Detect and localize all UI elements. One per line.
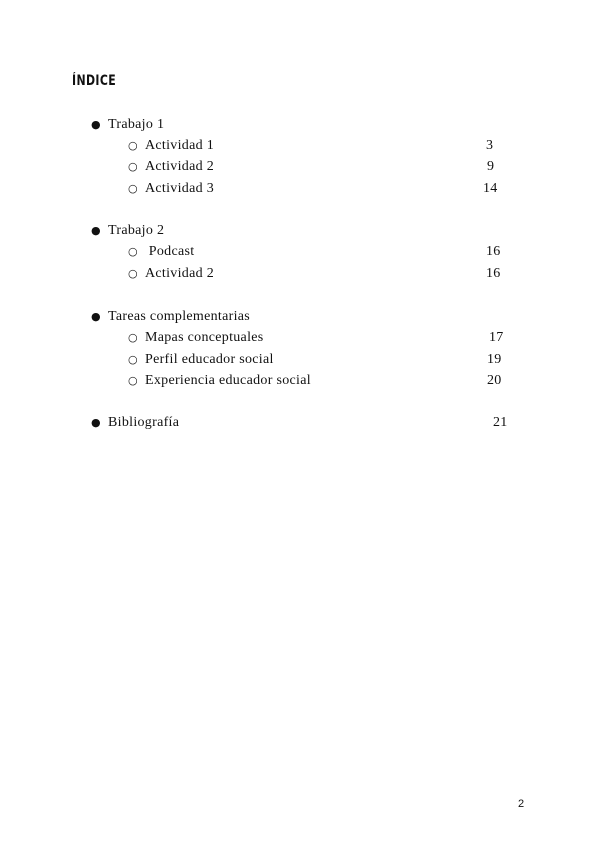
hollow-bullet-icon: ○ — [128, 374, 138, 387]
page-title: ÍNDICE — [72, 73, 117, 89]
toc-page-number: 3 — [486, 138, 494, 153]
toc-page-number: 9 — [487, 159, 495, 174]
toc-section-label: Trabajo 1 — [108, 117, 165, 132]
toc-item-label: Actividad 1 — [145, 138, 215, 153]
hollow-bullet-icon: ○ — [128, 267, 138, 280]
filled-bullet-icon: ● — [91, 118, 101, 131]
toc-section-label: Trabajo 2 — [108, 223, 165, 238]
footer-page-number: 2 — [518, 798, 525, 810]
toc-item-label: Mapas conceptuales — [145, 330, 264, 345]
filled-bullet-icon: ● — [91, 310, 101, 323]
filled-bullet-icon: ● — [91, 416, 101, 429]
toc-item-label: Actividad 3 — [145, 181, 215, 196]
toc-page-number: 17 — [489, 330, 504, 345]
toc-item-label: Experiencia educador social — [145, 373, 311, 388]
toc-section-label: Tareas complementarias — [108, 309, 251, 324]
toc-section-label: Bibliografía — [108, 415, 180, 430]
hollow-bullet-icon: ○ — [128, 182, 138, 195]
toc-page-number: 19 — [487, 352, 502, 367]
toc-page-number: 14 — [483, 181, 498, 196]
toc-page-number: 21 — [493, 415, 508, 430]
toc-item-label: Podcast — [145, 244, 195, 259]
toc-page-number: 16 — [486, 266, 501, 281]
hollow-bullet-icon: ○ — [128, 139, 138, 152]
hollow-bullet-icon: ○ — [128, 160, 138, 173]
toc-item-label: Actividad 2 — [145, 159, 215, 174]
hollow-bullet-icon: ○ — [128, 331, 138, 344]
toc-item-label: Actividad 2 — [145, 266, 215, 281]
toc-item-label: Perfil educador social — [145, 352, 274, 367]
hollow-bullet-icon: ○ — [128, 353, 138, 366]
toc-page-number: 16 — [486, 244, 501, 259]
toc-page-number: 20 — [487, 373, 502, 388]
filled-bullet-icon: ● — [91, 224, 101, 237]
hollow-bullet-icon: ○ — [128, 245, 138, 258]
